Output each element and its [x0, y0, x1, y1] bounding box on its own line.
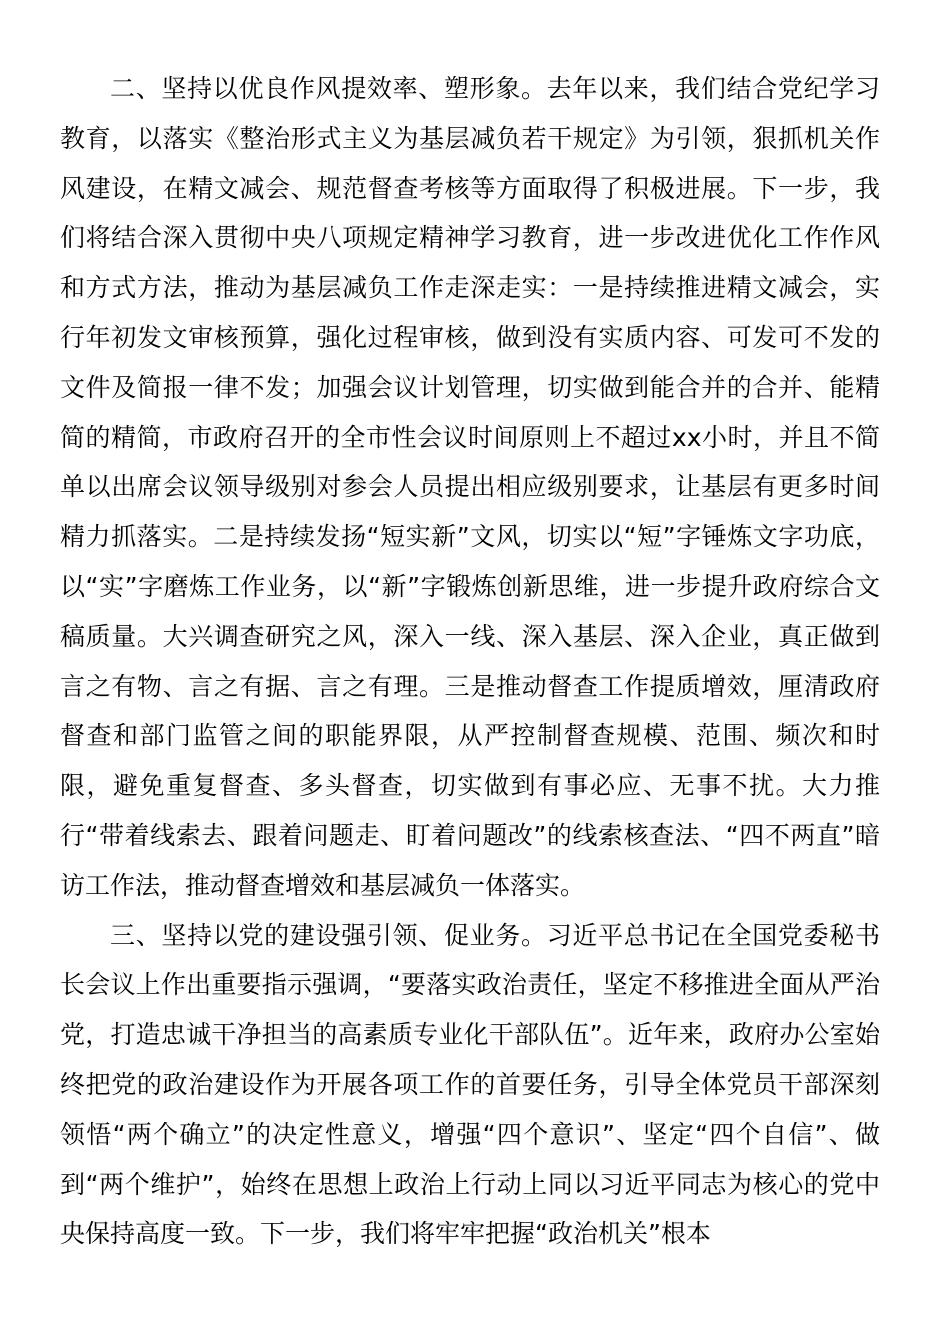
paragraph-work-style: 二、坚持以优良作风提效率、塑形象。去年以来，我们结合党纪学习教育，以落实《整治形式主义为基层减负若干规定》为引领，狠抓机关作风建设，在精文减会、规范督查考核等方面取得了积极进展。下一步，我们将结合深入贯彻中央八项规定精神学习教育，进一步改进优化工作作风和方式方法，推动为基层减负工作走深走实：一是持续推进精文减会，实行年初发文审核预算，强化过程审核，做到没有实质内容、可发可不发的文件及简报一律不发；加强会议计划管理，切实做到能合并的合并、能精简的精简，市政府召开的全市性会议时间原则上不超过xx小时，并且不简单以出席会议领导级别对参会人员提出相应级别要求，让基层有更多时间精力抓落实。二是持续发扬“短实新”文风，切实以“短”字锤炼文字功底，以“实”字磨炼工作业务，以“新”字锻炼创新思维，进一步提升政府综合文稿质量。大兴调查研究之风，深入一线、深入基层、深入企业，真正做到言之有物、言之有据、言之有理。三是推动督查工作提质增效，厘清政府督查和部门监管之间的职能界限，从严控制督查规模、范围、频次和时限，避免重复督查、多头督查，切实做到有事必应、无事不扰。大力推行“带着线索去、跟着问题走、盯着问题改”的线索核查法、“四不两直”暗访工作法，推动督查增效和基层减负一体落实。 [60, 74, 880, 900]
paragraph-party-building: 三、坚持以党的建设强引领、促业务。习近平总书记在全国党委秘书长会议上作出重要指示强调，“要落实政治责任，坚定不移推进全面从严治党，打造忠诚干净担当的高素质专业化干部队伍”。近年来，政府办公室始终把党的政治建设作为开展各项工作的首要任务，引导全体党员干部深刻领悟“两个确立”的决定性意义，增强“四个意识”、坚定“四个自信”、做到“两个维护”，始终在思想上政治上行动上同以习近平同志为核心的党中央保持高度一致。下一步，我们将牢牢把握“政治机关”根本 [60, 920, 880, 1249]
document-body [60, 64, 880, 1259]
